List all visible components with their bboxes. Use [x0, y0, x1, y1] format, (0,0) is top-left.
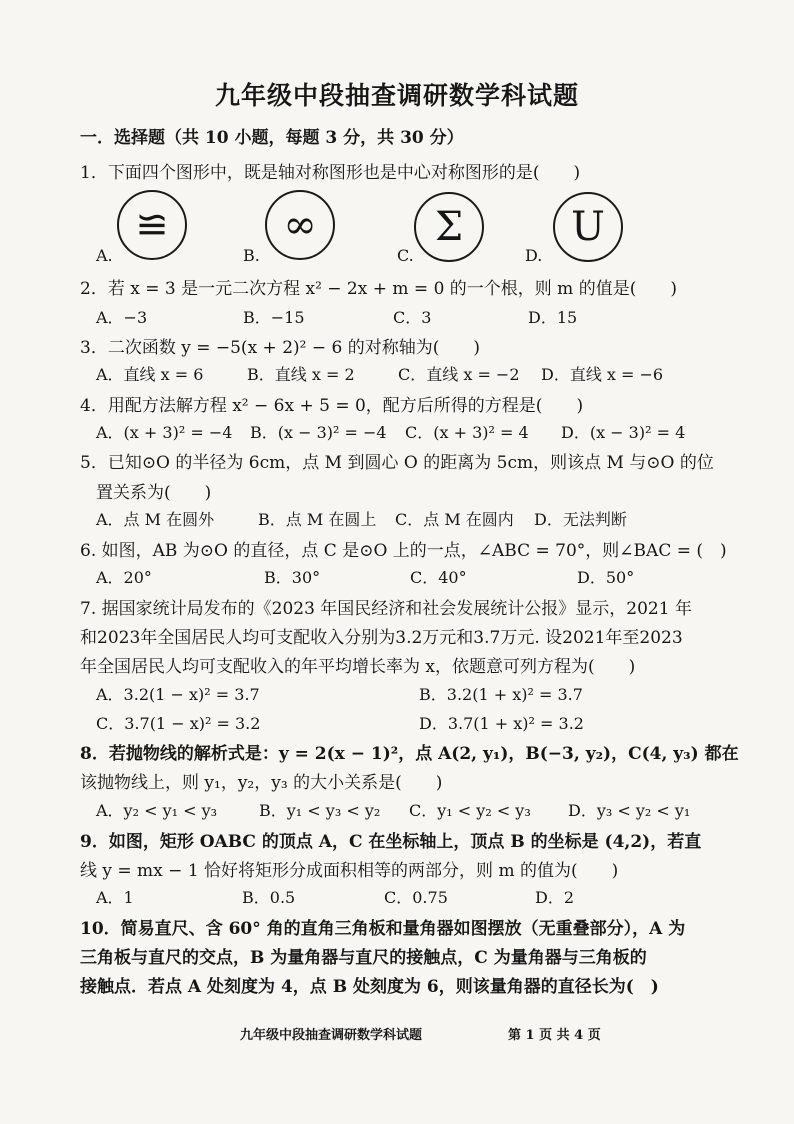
question-5-stem-line-1: 5．已知⊙O 的半径为 6cm，点 M 到圆心 O 的距离为 5cm，则该点 M 与⊙O 的位 — [80, 453, 714, 473]
q5-option-d: D．无法判断 — [534, 510, 627, 529]
q6-option-b: B．30° — [264, 568, 321, 587]
q7-option-d: D．3.7(1 + x)² = 3.2 — [419, 714, 584, 733]
q7-option-a: A．3.2(1 − x)² = 3.7 — [96, 685, 260, 704]
q1-option-b-label: B. — [243, 246, 260, 265]
q3-option-b: B．直线 x = 2 — [247, 365, 355, 384]
q5-option-a: A．点 M 在圆外 — [96, 510, 215, 529]
question-9-line-2: 线 y = mx − 1 恰好将矩形分成面积相等的两部分，则 m 的值为( ) — [80, 861, 619, 881]
q1-figure-c: Σ — [414, 192, 484, 262]
q7-option-b: B．3.2(1 + x)² = 3.7 — [419, 685, 583, 704]
q3-option-a: A．直线 x = 6 — [96, 365, 204, 384]
page-title: 九年级中段抽查调研数学科试题 — [214, 81, 579, 110]
q2-option-a: A．−3 — [96, 308, 148, 327]
q3-option-c: C．直线 x = −2 — [398, 365, 520, 384]
q1-figure-a: ≌ — [117, 190, 187, 260]
q4-option-b: B．(x − 3)² = −4 — [250, 423, 387, 442]
q9-option-c: C．0.75 — [384, 888, 448, 907]
q1-option-d-label: D. — [525, 246, 543, 265]
q7-option-c: C．3.7(1 − x)² = 3.2 — [96, 714, 261, 733]
q4-option-c: C．(x + 3)² = 4 — [405, 423, 529, 442]
question-5-stem-line-2: 置关系为( ) — [96, 483, 212, 503]
q6-option-d: D．50° — [577, 568, 635, 587]
footer-title: 九年级中段抽查调研数学科试题 — [240, 1028, 423, 1043]
question-7-line-2: 和2023年全国居民人均可支配收入分别为3.2万元和3.7万元. 设2021年至2023 — [80, 628, 683, 648]
q5-option-b: B．点 M 在圆上 — [258, 510, 377, 529]
question-8-line-2: 该抛物线上，则 y₁，y₂，y₃ 的大小关系是( ) — [80, 773, 443, 793]
question-10-line-3: 接触点．若点 A 处刻度为 4，点 B 处刻度为 6，则该量角器的直径长为( ) — [80, 977, 659, 997]
q4-option-d: D．(x − 3)² = 4 — [561, 423, 686, 442]
q1-figure-d: U — [553, 192, 623, 262]
question-9-line-1: 9．如图，矩形 OABC 的顶点 A，C 在坐标轴上，顶点 B 的坐标是 (4,2)，若直 — [80, 832, 702, 852]
q9-option-a: A．1 — [96, 888, 134, 907]
q8-option-d: D．y₃ < y₂ < y₁ — [568, 801, 691, 820]
q6-option-a: A．20° — [96, 568, 152, 587]
question-6-stem: 6. 如图，AB 为⊙O 的直径，点 C 是⊙O 上的一点，∠ABC = 70°，则∠BAC = ( ) — [80, 541, 727, 561]
q8-option-c: C．y₁ < y₂ < y₃ — [409, 801, 531, 820]
section-heading: 一．选择题（共 10 小题，每题 3 分，共 30 分） — [80, 128, 464, 148]
q1-figure-b: ∞ — [265, 190, 335, 260]
page-number: 第 1 页 共 4 页 — [508, 1028, 601, 1043]
question-8-line-1: 8．若抛物线的解析式是：y = 2(x − 1)²，点 A(2, y₁)，B(−3, y₂)，C(4, y₃) 都在 — [80, 744, 739, 764]
question-10-line-1: 10．简易直尺、含 60° 角的直角三角板和量角器如图摆放（无重叠部分），A 为 — [80, 919, 686, 939]
q9-option-d: D．2 — [535, 888, 575, 907]
question-3-stem: 3．二次函数 y = −5(x + 2)² − 6 的对称轴为( ) — [80, 338, 481, 358]
q1-option-a-label: A. — [96, 246, 113, 265]
q8-option-b: B．y₁ < y₃ < y₂ — [259, 801, 381, 820]
q9-option-b: B．0.5 — [242, 888, 296, 907]
q6-option-c: C．40° — [410, 568, 467, 587]
question-7-line-3: 年全国居民人均可支配收入的年平均增长率为 x，依题意可列方程为( ) — [80, 657, 636, 677]
question-1-stem: 1．下面四个图形中，既是轴对称图形也是中心对称图形的是( ) — [80, 163, 581, 183]
q1-option-c-label: C. — [397, 246, 414, 265]
q2-option-b: B．−15 — [243, 308, 305, 327]
q2-option-d: D．15 — [528, 308, 578, 327]
question-10-line-2: 三角板与直尺的交点，B 为量角器与直尺的接触点，C 为量角器与三角板的 — [80, 948, 647, 968]
question-2-stem: 2．若 x = 3 是一元二次方程 x² − 2x + m = 0 的一个根，则 m 的值是( ) — [80, 279, 677, 299]
q3-option-d: D．直线 x = −6 — [541, 365, 664, 384]
q4-option-a: A．(x + 3)² = −4 — [96, 423, 233, 442]
q8-option-a: A．y₂ < y₁ < y₃ — [96, 801, 218, 820]
q2-option-c: C．3 — [393, 308, 432, 327]
question-7-line-1: 7. 据国家统计局发布的《2023 年国民经济和社会发展统计公报》显示，2021 年 — [80, 599, 692, 619]
q5-option-c: C．点 M 在圆内 — [395, 510, 514, 529]
question-4-stem: 4．用配方法解方程 x² − 6x + 5 = 0，配方后所得的方程是( ) — [80, 396, 584, 416]
